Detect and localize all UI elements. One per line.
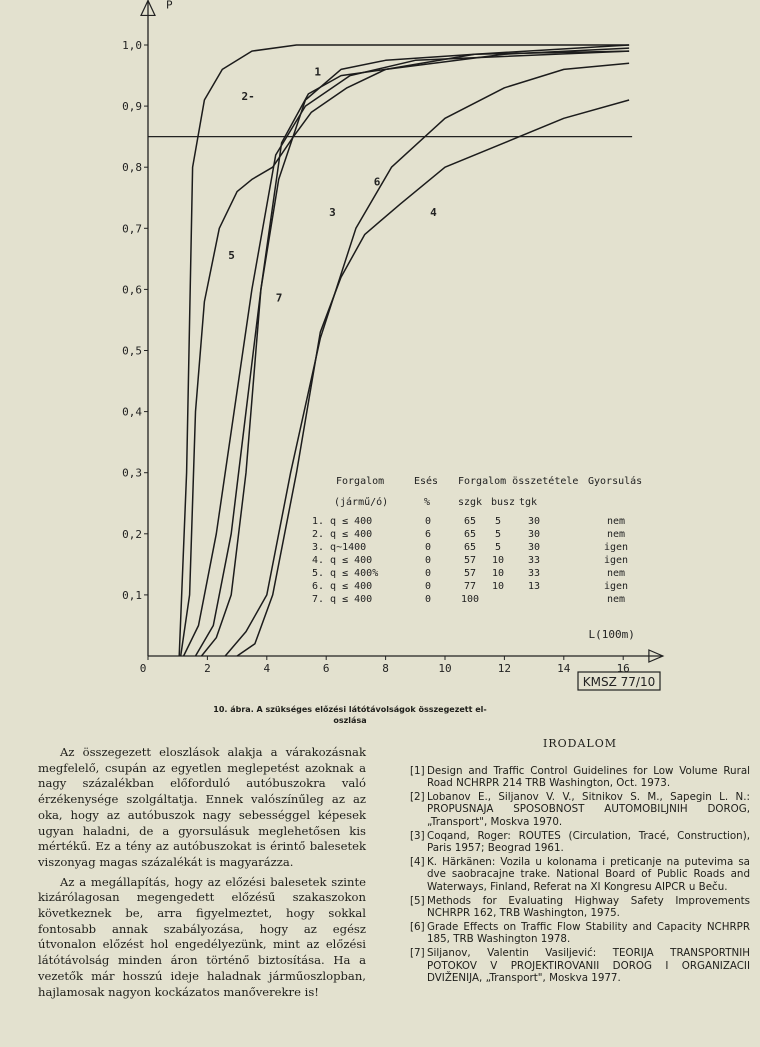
table-cell-acceleration: nem: [606, 516, 626, 527]
caption-line-1: 10. ábra. A szükséges előzési látótávolságok összegezett el-: [213, 705, 487, 714]
y-tick-label: 0,6: [122, 283, 142, 297]
table-cell-truck: 33: [527, 555, 541, 566]
x-tick-label: 12: [497, 662, 512, 675]
curve-label-6: 6: [373, 175, 381, 189]
x-tick-label: 8: [382, 662, 389, 675]
chart-legend-table: [312, 475, 642, 605]
table-cell-truck: 33: [527, 568, 541, 579]
table-cell-car: 100: [460, 594, 480, 605]
y-axis-label: P: [166, 0, 173, 12]
reference-item: [410, 947, 750, 985]
reference-text: Methods for Evaluating Highway Safety Improvements NCHRPR 162, TRB Washington, 1975.: [427, 894, 750, 920]
table-cell-traffic: 5. q ≤ 400%: [312, 568, 379, 579]
table-cell-grade: 0: [424, 594, 432, 605]
reference-number: [2]: [410, 790, 425, 803]
curve-5: [202, 48, 630, 656]
table-cell-car: 65: [463, 542, 477, 553]
table-cell-traffic: 4. q ≤ 400: [312, 555, 373, 566]
table-cell-acceleration: igen: [603, 542, 629, 553]
chart-axes: [141, 0, 663, 662]
table-cell-grade: 0: [424, 542, 432, 553]
table-cell-traffic: 2. q ≤ 400: [312, 529, 373, 540]
table-cell-truck: 30: [527, 542, 541, 553]
stamp-text: KMSZ 77/10: [582, 675, 656, 689]
curve-label-7: 7: [275, 291, 283, 305]
table-header-traffic: Forgalom: [336, 476, 385, 487]
table-cell-bus: 10: [491, 555, 505, 566]
reference-text: Grade Effects on Traffic Flow Stability and Capacity NCHRPR 185, TRB Washington 1978.: [427, 920, 750, 946]
y-tick-label: 0,2: [122, 527, 142, 541]
curve-label-5: 5: [228, 248, 235, 262]
curve-7: [184, 51, 629, 656]
reference-number: [4]: [410, 855, 425, 868]
table-cell-traffic: 3. q~1400: [312, 542, 367, 553]
x-axis-label: L(100m): [588, 628, 635, 641]
table-cell-acceleration: igen: [603, 555, 629, 566]
y-tick-label: 0,9: [122, 100, 142, 114]
reference-item: [410, 791, 750, 829]
table-header-acceleration: Gyorsulás: [588, 476, 643, 487]
y-tick-label: 0,5: [122, 344, 142, 358]
reference-item: [410, 765, 750, 790]
table-subheader-car: szgk: [458, 497, 483, 508]
paragraph-1: Az összegezett eloszlások alakja a várakozásnak megfelelő, csupán az egyetlen meglepetést azoknak a nagy százalékban előforduló autóbuszokra való érzékenysége szolgáltatja. Ennek valószínűleg az az oka, hogy az autóbuszok nagy sebességgel képesek ugyan haladni, de a gyorsulásuk meglehetősen kis mértékű. Ez a tény az autóbuszokat is érintő balesetek viszonyag magas százalékát is magyarázza.: [38, 745, 366, 869]
y-tick-label: 0,1: [122, 588, 142, 602]
y-tick-label: 0,3: [122, 466, 142, 480]
table-cell-bus: 10: [491, 568, 505, 579]
reference-item: [410, 895, 750, 920]
reference-text: Design and Traffic Control Guidelines for Low Volume Rural Road NCHRPR 214 TRB Washington, Oct. 1973.: [427, 764, 750, 790]
caption-line-2: oszlása: [333, 716, 367, 725]
table-cell-traffic: 6. q ≤ 400: [312, 581, 373, 592]
reference-number: [1]: [410, 764, 425, 777]
body-text: [38, 745, 366, 1004]
curve-labels: [228, 66, 437, 305]
x-tick-label: 10: [438, 662, 452, 675]
reference-number: [7]: [410, 946, 425, 959]
table-cell-grade: 0: [424, 516, 432, 527]
curve-label-1: 1: [314, 65, 321, 79]
table-cell-car: 57: [463, 555, 477, 566]
x-tick-label: 14: [557, 662, 571, 675]
table-cell-acceleration: nem: [606, 568, 626, 579]
table-cell-acceleration: nem: [606, 529, 626, 540]
curve-label-4: 4: [430, 206, 437, 220]
table-subheader-bus: busz: [491, 497, 516, 508]
table-cell-grade: 0: [424, 555, 432, 566]
references-heading: IRODALOM: [543, 737, 617, 750]
reference-text: Coqand, Roger: ROUTES (Circulation, Tracé, Construction), Paris 1957; Beograd 1961.: [427, 829, 750, 855]
table-cell-truck: 30: [527, 516, 541, 527]
reference-text: Lobanov E., Siljanov V. V., Sitnikov S. M., Sapegin L. N.: PROPUSNAJA SPOSOBNOST AUTOMOBILJNIH DOROG, „Transport", Moskva 1970.: [427, 790, 750, 828]
table-cell-bus: 5: [494, 529, 502, 540]
x-tick-label: 6: [322, 662, 330, 675]
curve-1: [196, 51, 630, 656]
reference-text: K. Härkänen: Vozila u kolonama i preticanje na putevima sa dve saobracajne trake. National Board of Public Roads and Waterways, Finland, Referat na XI Kongresu AIPCR u Beču.: [427, 855, 750, 893]
table-cell-grade: 6: [424, 529, 432, 540]
reference-item: [410, 856, 750, 894]
table-cell-traffic: 7. q ≤ 400: [312, 594, 373, 605]
table-cell-truck: 13: [527, 581, 541, 592]
table-cell-acceleration: nem: [606, 594, 626, 605]
table-cell-car: 65: [463, 529, 477, 540]
reference-number: [3]: [410, 829, 425, 842]
references-list: [410, 765, 750, 985]
table-cell-bus: 5: [494, 516, 502, 527]
table-cell-traffic: 1. q ≤ 400: [312, 516, 373, 527]
paragraph-2: Az a megállapítás, hogy az előzési balesetek szinte kizárólagosan megengedett előzésű szakaszokon következnek be, arra figyelmeztet, hogy sokkal fontosabb annak szabályozása, hogy az egész útvonalon előzést hol engedélyezünk, mint az előzési látótávolság minden áron történő biztosítása. Ha a vezetők már hosszú ideje haladnak járműoszlopban, hajlamosak nagyon kockázatos manőverekre is!: [38, 874, 366, 999]
table-cell-grade: 0: [424, 568, 432, 579]
references-section: [410, 738, 750, 986]
table-cell-car: 57: [463, 568, 477, 579]
table-cell-car: 65: [463, 516, 477, 527]
x-tick-label: 4: [263, 662, 271, 675]
reference-number: [6]: [410, 920, 425, 933]
table-cell-bus: 5: [494, 542, 502, 553]
y-tick-label: 0,4: [122, 405, 142, 419]
table-subheader-percent: %: [424, 497, 431, 508]
x-tick-label: 16: [616, 662, 630, 675]
x-tick-label: 0: [139, 662, 147, 675]
y-tick-label: 0,8: [122, 161, 142, 175]
reference-item: [410, 830, 750, 855]
reference-number: [5]: [410, 894, 425, 907]
curve-label-3: 3: [329, 206, 336, 220]
table-header-grade: Esés: [414, 476, 439, 487]
table-cell-bus: 10: [491, 581, 505, 592]
table-cell-car: 77: [463, 581, 477, 592]
y-tick-label: 0,7: [122, 222, 142, 236]
table-cell-truck: 30: [527, 529, 541, 540]
table-subheader-unit: (jármű/ó): [334, 497, 389, 508]
figure-caption: [130, 704, 570, 726]
reference-text: Siljanov, Valentin Vasiljević: TEORIJA TRANSPORTNIH POTOKOV V PROJEKTIROVANII DOROG I ORGANIZACII DVIŽENIJA, „Transport", Moskva 1977.: [427, 946, 750, 985]
curve-label-2: 2-: [241, 89, 255, 103]
y-tick-label: 1,0: [122, 39, 142, 52]
table-cell-grade: 0: [424, 581, 432, 592]
table-header-composition: Forgalom összetétele: [458, 476, 579, 487]
x-tick-label: 2: [204, 662, 211, 675]
table-subheader-truck: tgk: [519, 497, 538, 508]
curve-4: [237, 100, 629, 656]
reference-item: [410, 921, 750, 946]
table-cell-acceleration: igen: [603, 581, 629, 592]
stamp: [578, 672, 660, 690]
